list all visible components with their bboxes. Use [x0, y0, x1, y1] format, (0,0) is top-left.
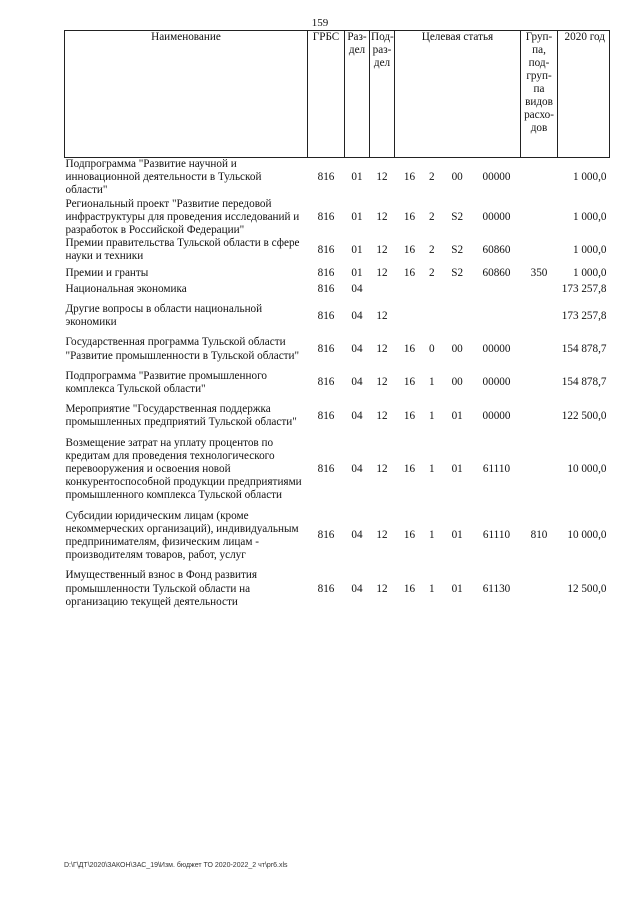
row-expense-type — [521, 363, 558, 396]
row-podrazdel: 12 — [376, 243, 388, 256]
row-podrazdel: 12 — [376, 376, 388, 389]
target-article-part: S2 — [451, 266, 464, 279]
header-name — [65, 31, 308, 158]
file-path-footer: D:\Г\ДТ\2020\ЗАКОН\ЗАС_19\Изм. бюджет ТО 2020-2022_2 чт\pr6.xls — [64, 862, 288, 869]
row-grbs: 816 — [317, 409, 335, 422]
target-article-part: 2 — [429, 243, 435, 256]
row-expense-type — [521, 396, 558, 429]
target-article-part: 61110 — [482, 529, 511, 542]
row-name: Государственная программа Тульской области "Развитие промышленности в Тульской области" — [65, 336, 300, 362]
row-sum-2020: 1 000,0 — [572, 171, 607, 184]
target-article-part: 16 — [403, 582, 416, 595]
row-grbs: 816 — [317, 171, 335, 184]
row-sum-2020: 154 878,7 — [561, 343, 607, 356]
row-target-article — [395, 430, 521, 503]
row-target-article — [395, 296, 521, 329]
target-article-part: 60860 — [482, 266, 511, 279]
table-row — [65, 562, 610, 609]
row-sum-2020: 10 000,0 — [567, 463, 607, 476]
row-razdel: 01 — [351, 210, 363, 223]
header-sum-label: 2020 год — [564, 31, 605, 43]
row-grbs: 816 — [317, 210, 335, 223]
row-grbs: 816 — [317, 243, 335, 256]
row-expense-type — [521, 280, 558, 296]
target-article-part: 01 — [451, 409, 463, 422]
row-razdel: 04 — [351, 343, 363, 356]
row-grbs: 816 — [317, 376, 335, 389]
target-article-part: 2 — [429, 171, 435, 184]
row-target-article — [395, 396, 521, 429]
table-row — [65, 430, 610, 503]
target-article-part: 00000 — [482, 343, 511, 356]
row-sum-2020: 1 000,0 — [572, 210, 607, 223]
table-row — [65, 237, 610, 263]
row-expense-type — [521, 296, 558, 329]
row-sum-2020: 12 500,0 — [567, 582, 607, 595]
table-row — [65, 503, 610, 563]
header-razdel — [345, 31, 370, 158]
row-target-article — [395, 264, 521, 280]
row-expense-type — [521, 329, 558, 362]
row-razdel: 01 — [351, 266, 363, 279]
target-article-part: 1 — [429, 582, 435, 595]
row-razdel: 04 — [351, 309, 363, 322]
header-target-label: Целевая статья — [421, 31, 494, 43]
target-article-part: 00000 — [482, 409, 511, 422]
row-razdel: 01 — [351, 243, 363, 256]
row-expense-type — [521, 158, 558, 198]
target-article-part: 16 — [403, 463, 416, 476]
header-sum-2020 — [558, 31, 610, 158]
row-sum-2020: 1 000,0 — [572, 266, 607, 279]
row-podrazdel: 12 — [376, 463, 388, 476]
target-article-part: 00000 — [482, 376, 511, 389]
row-name: Субсидии юридическим лицам (кроме некоммерческих организаций), индивидуальным предпринимателям, физическим лицам - производителям товаров, работ, услуг — [65, 509, 299, 562]
row-sum-2020: 154 878,7 — [561, 376, 607, 389]
target-article-part: 0 — [429, 343, 435, 356]
row-podrazdel: 12 — [376, 343, 388, 356]
row-podrazdel: 12 — [376, 582, 388, 595]
row-target-article — [395, 198, 521, 238]
header-expense-type-label: Груп- па, под- груп- па видов расхо- дов — [524, 31, 554, 134]
target-article-part: 16 — [403, 376, 416, 389]
target-article-part: 60860 — [482, 243, 511, 256]
target-article-part: 00000 — [482, 210, 511, 223]
table-row — [65, 198, 610, 238]
header-podrazdel-label: Под- раз- дел — [371, 31, 394, 69]
target-article-part: 1 — [429, 409, 435, 422]
header-podrazdel — [370, 31, 395, 158]
target-article-part: 16 — [403, 243, 416, 256]
table-row — [65, 396, 610, 429]
target-article-part: 16 — [403, 171, 416, 184]
row-name: Национальная экономика — [65, 282, 187, 295]
target-article-part: 16 — [403, 529, 416, 542]
row-name: Региональный проект "Развитие передовой инфраструктуры для проведения исследований и разработок в Российской Федерации" — [65, 197, 300, 237]
target-article-part: 00 — [451, 171, 463, 184]
target-article-part: 1 — [429, 376, 435, 389]
target-article-part: 16 — [403, 343, 416, 356]
row-podrazdel: 12 — [376, 309, 388, 322]
header-razdel-label: Раз- дел — [347, 31, 367, 56]
target-article-part: 1 — [429, 463, 435, 476]
row-podrazdel: 12 — [376, 529, 388, 542]
row-target-article — [395, 503, 521, 563]
header-expense-type — [521, 31, 558, 158]
target-article-part: 61110 — [482, 463, 511, 476]
row-name: Имущественный взнос в Фонд развития промышленности Тульской области на организацию текущей деятельности — [65, 569, 258, 608]
target-article-part: 61130 — [482, 582, 511, 595]
target-article-part: S2 — [451, 210, 464, 223]
row-name: Подпрограмма "Развитие научной и инновационной деятельности в Тульской области" — [65, 158, 262, 197]
row-razdel: 04 — [351, 409, 363, 422]
row-grbs: 816 — [317, 266, 335, 279]
header-target-article — [395, 31, 521, 158]
row-expense-type — [521, 237, 558, 263]
table-row — [65, 296, 610, 329]
row-expense-type — [521, 430, 558, 503]
row-podrazdel: 12 — [376, 171, 388, 184]
row-razdel: 04 — [351, 582, 363, 595]
row-sum-2020: 173 257,8 — [561, 282, 607, 295]
row-grbs: 816 — [317, 282, 335, 295]
row-razdel: 01 — [351, 171, 363, 184]
target-article-part: 01 — [451, 582, 463, 595]
row-expense-type: 350 — [530, 266, 548, 279]
row-name: Мероприятие "Государственная поддержка промышленных предприятий Тульской области" — [65, 403, 297, 429]
row-sum-2020: 10 000,0 — [567, 529, 607, 542]
row-name: Премии правительства Тульской области в сфере науки и техники — [65, 237, 300, 263]
target-article-part: 00 — [451, 343, 463, 356]
target-article-part: 2 — [429, 266, 435, 279]
row-podrazdel: 12 — [376, 210, 388, 223]
row-expense-type — [521, 198, 558, 238]
row-target-article — [395, 562, 521, 609]
row-target-article — [395, 363, 521, 396]
row-target-article — [395, 158, 521, 198]
row-name: Возмещение затрат на уплату процентов по кредитам для проведения технологического перевооружения и освоения новой конкурентоспособной продукции предприятиями промышленного комплекса Тульской области — [65, 436, 302, 502]
row-sum-2020: 122 500,0 — [561, 409, 607, 422]
table-row — [65, 280, 610, 296]
row-razdel: 04 — [351, 282, 363, 295]
target-article-part: 01 — [451, 463, 463, 476]
target-article-part: 00 — [451, 376, 463, 389]
target-article-part: 16 — [403, 266, 416, 279]
row-grbs: 816 — [317, 529, 335, 542]
table-row — [65, 158, 610, 198]
target-article-part: 2 — [429, 210, 435, 223]
header-grbs-label: ГРБС — [312, 31, 340, 43]
target-article-part: 16 — [403, 409, 416, 422]
target-article-part: 1 — [429, 529, 435, 542]
header-grbs — [308, 31, 345, 158]
row-target-article — [395, 237, 521, 263]
row-podrazdel — [370, 280, 395, 296]
table-row — [65, 264, 610, 280]
row-name: Премии и гранты — [65, 266, 149, 279]
row-expense-type — [521, 562, 558, 609]
row-expense-type: 810 — [530, 529, 548, 542]
row-grbs: 816 — [317, 309, 335, 322]
row-name: Подпрограмма "Развитие промышленного комплекса Тульской области" — [65, 369, 267, 396]
budget-table — [64, 30, 610, 609]
row-target-article — [395, 329, 521, 362]
row-razdel: 04 — [351, 529, 363, 542]
row-razdel: 04 — [351, 376, 363, 389]
row-target-article — [395, 280, 521, 296]
header-name-label: Наименование — [151, 31, 221, 43]
table-row — [65, 363, 610, 396]
row-sum-2020: 173 257,8 — [561, 309, 607, 322]
row-podrazdel: 12 — [376, 409, 388, 422]
table-row — [65, 329, 610, 362]
table-header-row — [65, 31, 610, 158]
row-grbs: 816 — [317, 463, 335, 476]
row-razdel: 04 — [351, 463, 363, 476]
row-name: Другие вопросы в области национальной экономики — [65, 303, 263, 329]
row-grbs: 816 — [317, 582, 335, 595]
target-article-part: S2 — [451, 243, 464, 256]
target-article-part: 16 — [403, 210, 416, 223]
target-article-part: 00000 — [482, 171, 511, 184]
row-podrazdel: 12 — [376, 266, 388, 279]
row-sum-2020: 1 000,0 — [572, 243, 607, 256]
target-article-part: 01 — [451, 529, 463, 542]
page-number: 159 — [311, 17, 329, 29]
row-grbs: 816 — [317, 343, 335, 356]
